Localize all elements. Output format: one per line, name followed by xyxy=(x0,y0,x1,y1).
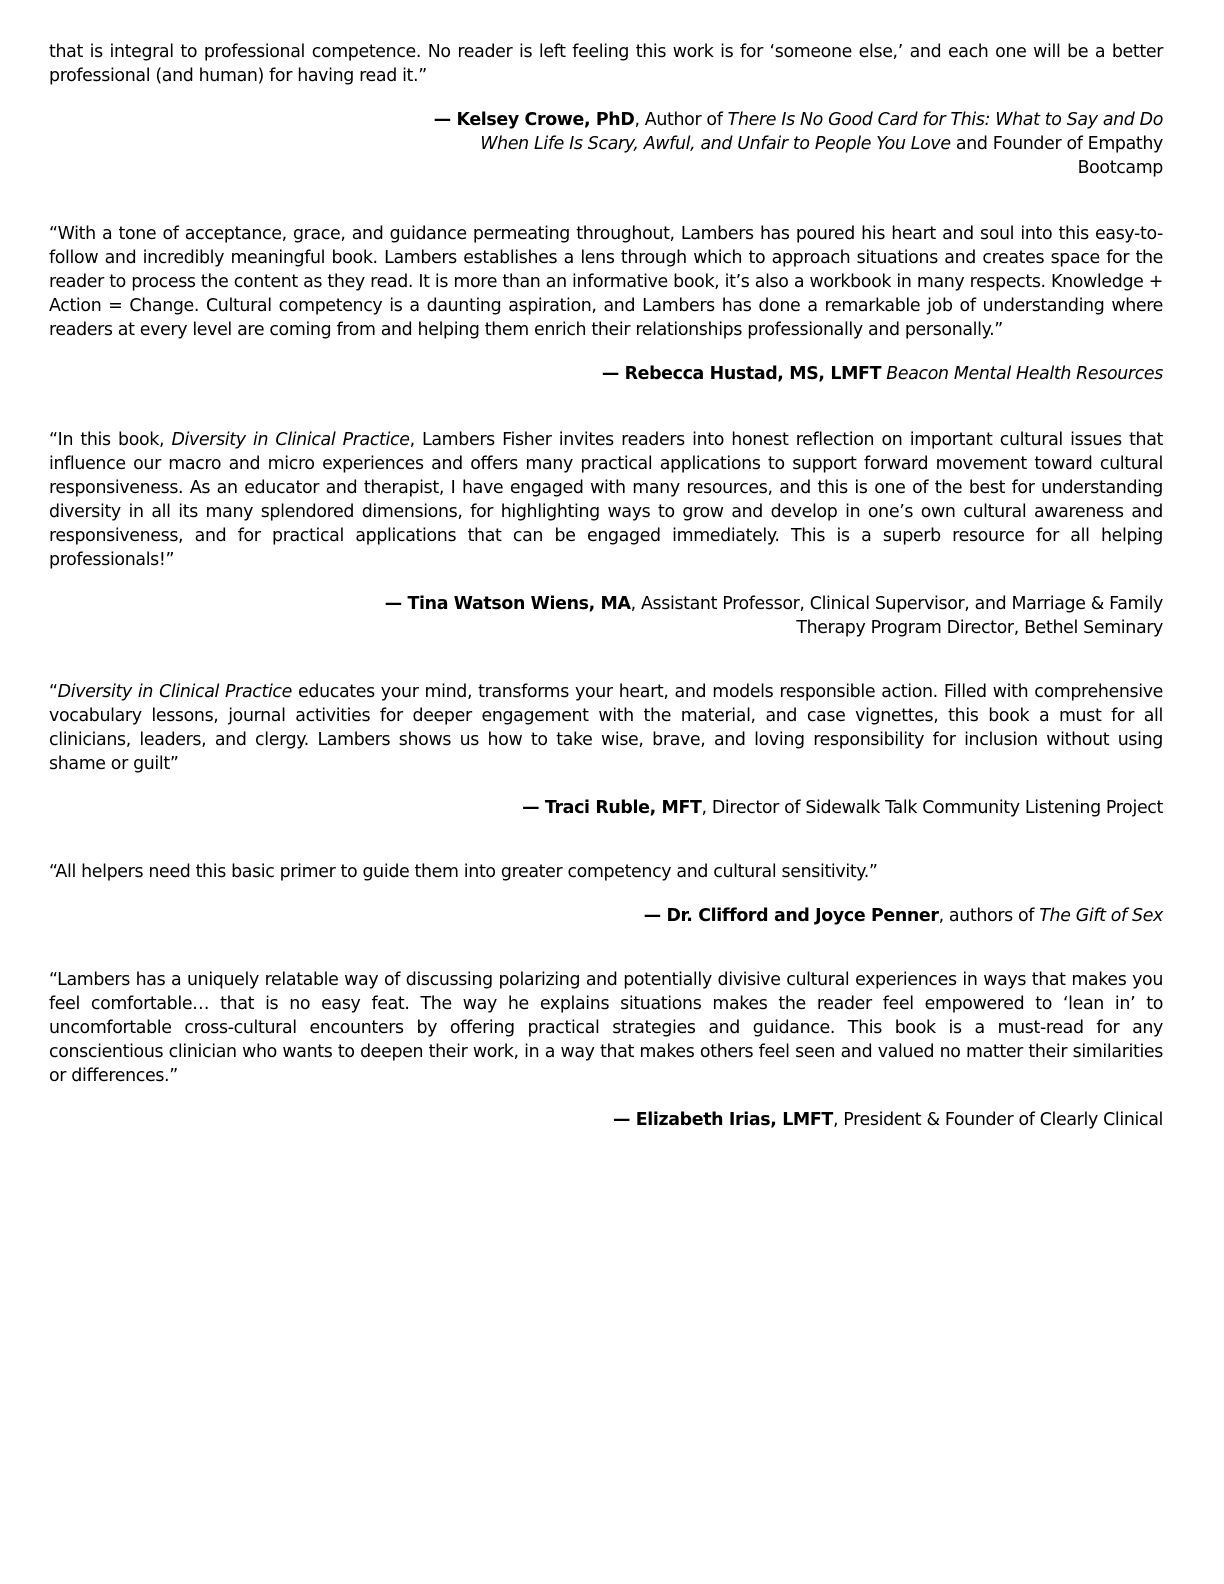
text-run: , Lambers Fisher invites readers into honest reflection on important cultural issues that influence our macro and micro experiences and offers many practical applications to support forward movement toward cultural responsiveness. As an educator and therapist, I have engaged with many resources, and this is one of the best for understanding diversity in all its many splendored dimensions, for highlighting ways to grow and develop in one’s own cultural awareness and responsiveness, and for practical applications that can be engaged immediately. This is a superb resource for all helping professionals!” xyxy=(49,430,1164,570)
endorser-name: — Kelsey Crowe, PhD xyxy=(433,110,635,130)
endorsement-quote xyxy=(49,968,1163,1088)
text-run: educates your mind, transforms your heart, and models responsible action. Filled with comprehensive vocabulary lessons, journal activities for deeper engagement with the material, and case vignettes, this book a must for all clinicians, leaders, and clergy. Lambers shows us how to take wise, brave, and loving responsibility for inclusion without using shame or guilt” xyxy=(49,682,1164,774)
text-run: “With a tone of acceptance, grace, and guidance permeating throughout, Lambers has poured his heart and soul into this easy-to-follow and incredibly meaningful book. Lambers establishes a lens through which to approach situations and creates space for the reader to process the content as they read. It is more than an informative book, it’s also a workbook in many respects. Knowledge + Action = Change. Cultural competency is a daunting aspiration, and Lambers has done a remarkable job of understanding where readers at every level are coming from and helping them enrich their relationships professionally and personally.” xyxy=(49,224,1163,340)
endorsement-quote xyxy=(49,222,1163,342)
text-run: , Author of xyxy=(634,110,728,130)
text-run: “Lambers has a uniquely relatable way of discussing polarizing and potentially divisive cultural experiences in ways that makes you feel comfortable… that is no easy feat. The way he explains situations makes the reader feel empowered to ‘lean in’ to uncomfortable cross-cultural encounters by offering practical strategies and guidance. This book is a must-read for any conscientious clinician who wants to deepen their work, in a way that makes others feel seen and valued no matter their similarities or differences.” xyxy=(49,970,1163,1086)
text-run: and Founder of Empathy Bootcamp xyxy=(950,134,1163,178)
text-run: , President & Founder of Clearly Clinical xyxy=(832,1110,1163,1130)
text-run: that is integral to professional competence. No reader is left feeling this work is for ‘someone else,’ and each one will be a better professional (and human) for having read it.” xyxy=(49,42,1163,86)
endorsement-quote xyxy=(49,860,1163,884)
endorsement-attribution xyxy=(49,796,1163,820)
endorsement-attribution xyxy=(49,108,1163,180)
endorsement-attribution xyxy=(49,592,1163,640)
endorser-name: — Rebecca Hustad, MS, LMFT xyxy=(601,364,882,384)
text-run: “All helpers need this basic primer to guide them into greater competency and cultural sensitivity.” xyxy=(49,862,878,882)
italic-title: Diversity in Clinical Practice xyxy=(171,430,410,450)
italic-title: The Gift of Sex xyxy=(1039,906,1163,926)
italic-title: Diversity in Clinical Practice xyxy=(57,682,292,702)
italic-title: There Is No Good Card for This: What to Say and Do When Life Is Scary, Awful, and Unfair to People You Love xyxy=(480,110,1163,154)
endorsement-quote xyxy=(49,428,1163,572)
endorser-name: — Elizabeth Irias, LMFT xyxy=(613,1110,833,1130)
endorser-name: — Tina Watson Wiens, MA xyxy=(384,594,631,614)
text-run: , Assistant Professor, Clinical Supervisor, and Marriage & Family Therapy Program Director, Bethel Seminary xyxy=(630,594,1163,638)
italic-title: Beacon Mental Health Resources xyxy=(886,364,1163,384)
endorser-name: — Dr. Clifford and Joyce Penner xyxy=(643,906,939,926)
endorsement-quote xyxy=(49,680,1163,776)
endorsement-attribution xyxy=(49,362,1163,386)
text-run: , authors of xyxy=(938,906,1040,926)
endorsement-attribution xyxy=(49,1108,1163,1132)
text-run: “ xyxy=(49,682,58,702)
endorser-name: — Traci Ruble, MFT xyxy=(522,798,702,818)
endorsement-quote xyxy=(49,40,1163,88)
endorsements-page xyxy=(49,40,1163,1132)
endorsement-attribution xyxy=(49,904,1163,928)
text-run: “In this book, xyxy=(49,430,172,450)
text-run: , Director of Sidewalk Talk Community Listening Project xyxy=(701,798,1163,818)
